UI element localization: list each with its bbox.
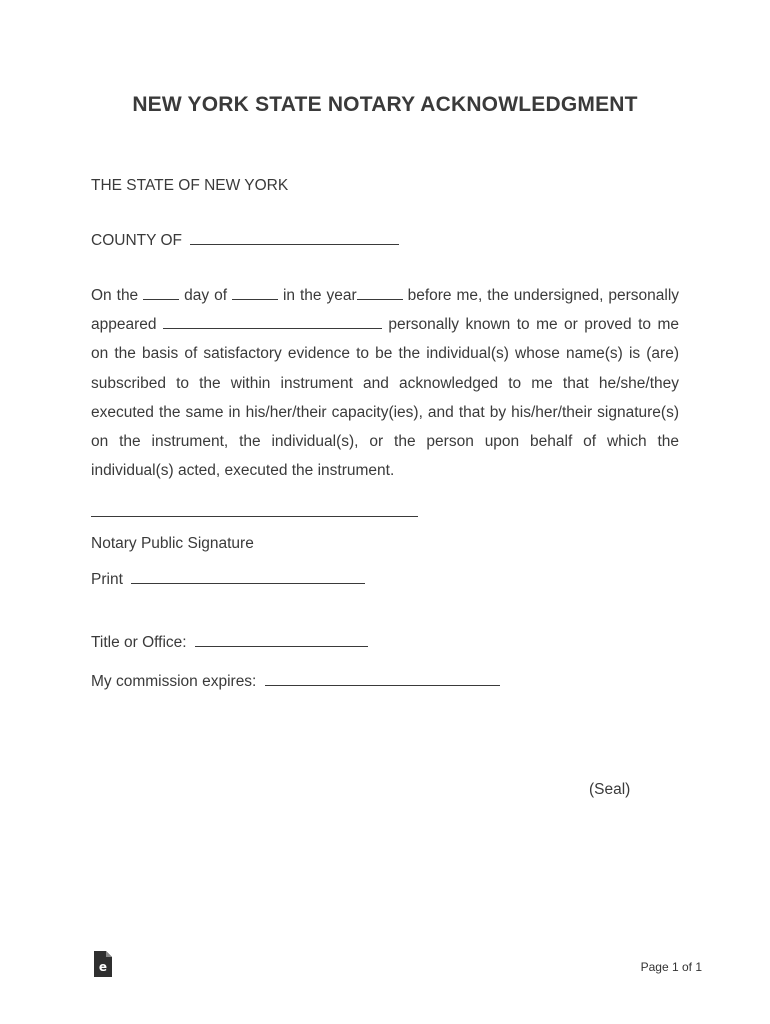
print-label: Print [91, 571, 123, 588]
county-field[interactable] [190, 230, 399, 245]
commission-label: My commission expires: [91, 673, 257, 690]
commission-row [91, 671, 500, 691]
in-the-year-text: in the year [282, 287, 357, 304]
year-field[interactable] [357, 285, 403, 300]
day-field[interactable] [143, 285, 179, 300]
print-field[interactable] [131, 569, 365, 584]
svg-text:e: e [98, 960, 108, 974]
print-row [91, 569, 365, 589]
title-office-field[interactable] [195, 632, 368, 647]
month-field[interactable] [232, 285, 278, 300]
county-row [91, 230, 399, 250]
document-title: NEW YORK STATE NOTARY ACKNOWLEDGMENT [132, 93, 638, 116]
notary-signature-label: Notary Public Signature [91, 535, 254, 552]
known-text: personally known to me or proved to me on the basis of satisfactory evidence to be the individual(s) whose name(s) is (are) subscribed to the within instrument and acknowledged to me that he/she/they executed the same in his/her/their capacity(ies), and that by his/her/their signature(s) on the instrument, the individual(s), or the person upon behalf of which the individual(s) acted, executed the instrument. [91, 316, 679, 480]
commission-field[interactable] [265, 671, 500, 686]
on-the-text: On the [91, 287, 139, 304]
day-of-text: day of [184, 287, 227, 304]
title-office-label: Title or Office: [91, 634, 187, 651]
title-office-row [91, 632, 368, 652]
before-me-text: before me, the undersigned, personally appeared [91, 287, 680, 334]
notary-signature-line[interactable] [91, 516, 418, 517]
page-number: Page 1 of 1 [640, 960, 702, 974]
county-label: COUNTY OF [91, 232, 182, 249]
document-e-icon [94, 951, 112, 977]
seal-label: (Seal) [589, 781, 631, 798]
state-line: THE STATE OF NEW YORK [91, 177, 289, 194]
appeared-name-field[interactable] [163, 314, 382, 329]
acknowledgment-paragraph [91, 281, 679, 485]
